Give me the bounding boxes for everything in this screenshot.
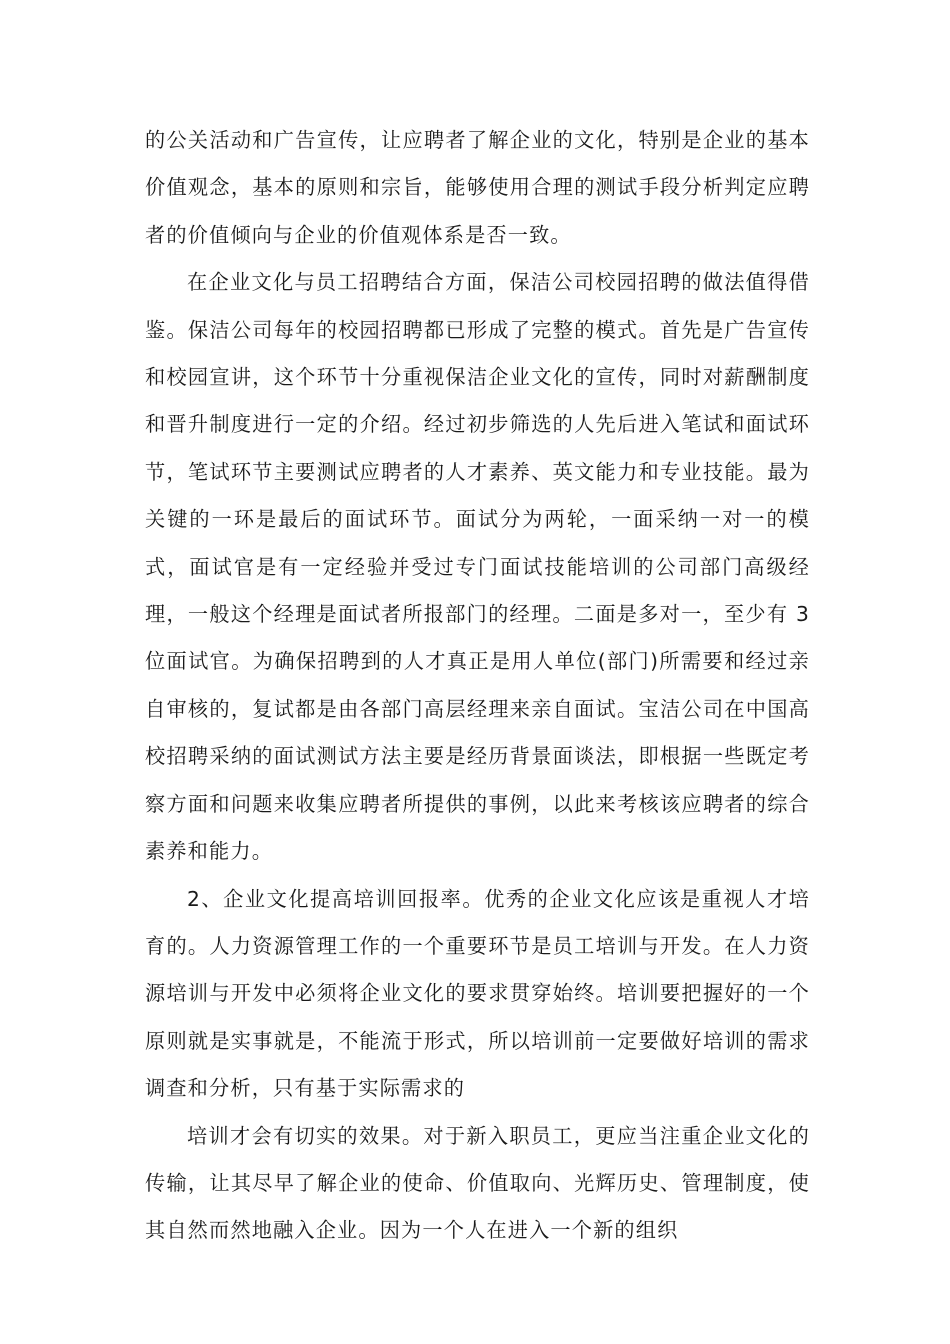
paragraph-1: 的公关活动和广告宣传，让应聘者了解企业的文化，特别是企业的基本价值观念，基本的原则和宗旨，能够使用合理的测试手段分析判定应聘者的价值倾向与企业的价值观体系是否一致。 bbox=[145, 128, 810, 247]
paragraph-4: 培训才会有切实的效果。对于新入职员工，更应当注重企业文化的传输，让其尽早了解企业的使命、价值取向、光辉历史、管理制度，使其自然而然地融入企业。因为一个人在进入一个新的组织 bbox=[145, 1123, 810, 1243]
paragraph-2: 在企业文化与员工招聘结合方面，保洁公司校园招聘的做法值得借鉴。保洁公司每年的校园招聘都已形成了完整的模式。首先是广告宣传和校园宣讲，这个环节十分重视保洁企业文化的宣传，同时对薪酬制度和晋升制度进行一定的介绍。经过初步筛选的人先后进入笔试和面试环节，笔试环节主要测试应聘者的人才素养、英文能力和专业技能。最为关键的一环是最后的面试环节。面试分为两轮，一面采纳一对一的模式，面试官是有一定经验并受过专门面试技能培训的公司部门高级经理，一般这个经理是面试者所报部门的经理。二面是多对一，至少有 3 位面试官。为确保招聘到的人才真正是用人单位(部门)所需要和经过亲自审核的，复试都是由各部门高层经理来亲自面试。宝洁公司在中国高校招聘采纳的面试测试方法主要是经历背景面谈法，即根据一些既定考察方面和问题来收集应聘者所提供的事例，以此来考核该应聘者的综合素养和能力。 bbox=[145, 270, 810, 864]
body-text bbox=[145, 117, 810, 1255]
paragraph-3: 2、企业文化提高培训回报率。优秀的企业文化应该是重视人才培育的。人力资源管理工作的一个重要环节是员工培训与开发。在人力资源培训与开发中必须将企业文化的要求贯穿始终。培训要把握好的一个原则就是实事就是，不能流于形式，所以培训前一定要做好培训的需求调查和分析，只有基于实际需求的 bbox=[145, 886, 810, 1101]
